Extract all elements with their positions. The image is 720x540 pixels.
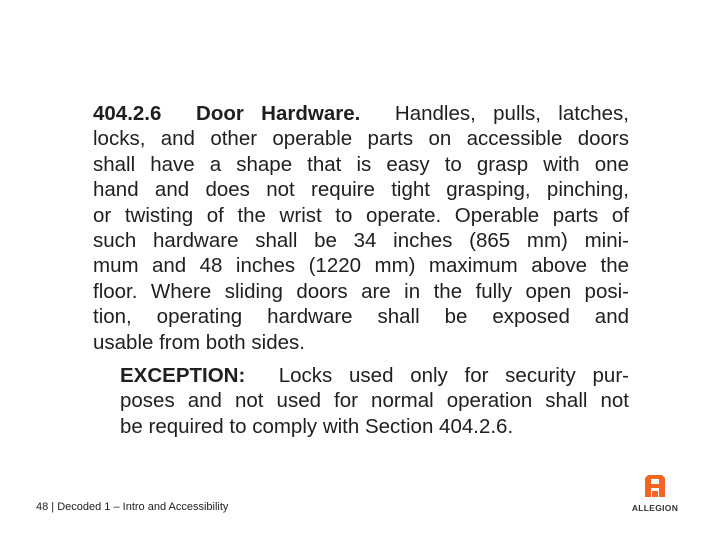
code-line-3: shall have a shape that is easy to grasp with one bbox=[93, 152, 629, 176]
code-line-4: hand and does not require tight grasping, pinching, bbox=[93, 178, 629, 202]
exception-line-1 bbox=[120, 363, 629, 388]
section-text: Handles, pulls, latches, bbox=[394, 102, 629, 125]
code-line-10: usable from both sides. bbox=[93, 330, 305, 354]
code-line-7: mum and 48 inches (1220 mm) maximum above the bbox=[93, 254, 629, 278]
code-line-2: locks, and other operable parts on accessible doors bbox=[93, 127, 629, 151]
code-line-1 bbox=[93, 101, 629, 126]
exception-label: EXCEPTION: bbox=[120, 364, 246, 387]
allegion-logo bbox=[624, 473, 686, 515]
code-line-5: or twisting of the wrist to operate. Operable parts of bbox=[93, 203, 629, 227]
exception-line-3: be required to comply with Section 404.2.6. bbox=[120, 414, 514, 438]
section-heading: Door Hardware. bbox=[196, 102, 361, 125]
code-line-9: tion, operating hardware shall be exposed and bbox=[93, 305, 629, 329]
section-number: 404.2.6 bbox=[93, 102, 162, 125]
exception-text: Locks used only for security pur- bbox=[278, 364, 629, 387]
slide-footer: 48 | Decoded 1 – Intro and Accessibility bbox=[36, 501, 229, 513]
allegion-wordmark: ALLEGION bbox=[631, 503, 679, 513]
exception-line-2: poses and not used for normal operation shall not bbox=[120, 389, 629, 413]
code-section-404-2-6 bbox=[93, 101, 629, 355]
exception-block bbox=[120, 363, 629, 439]
code-line-6: such hardware shall be 34 inches (865 mm) mini- bbox=[93, 228, 629, 252]
code-line-8: floor. Where sliding doors are in the fully open posi- bbox=[93, 279, 629, 303]
allegion-logo-icon bbox=[644, 473, 666, 499]
